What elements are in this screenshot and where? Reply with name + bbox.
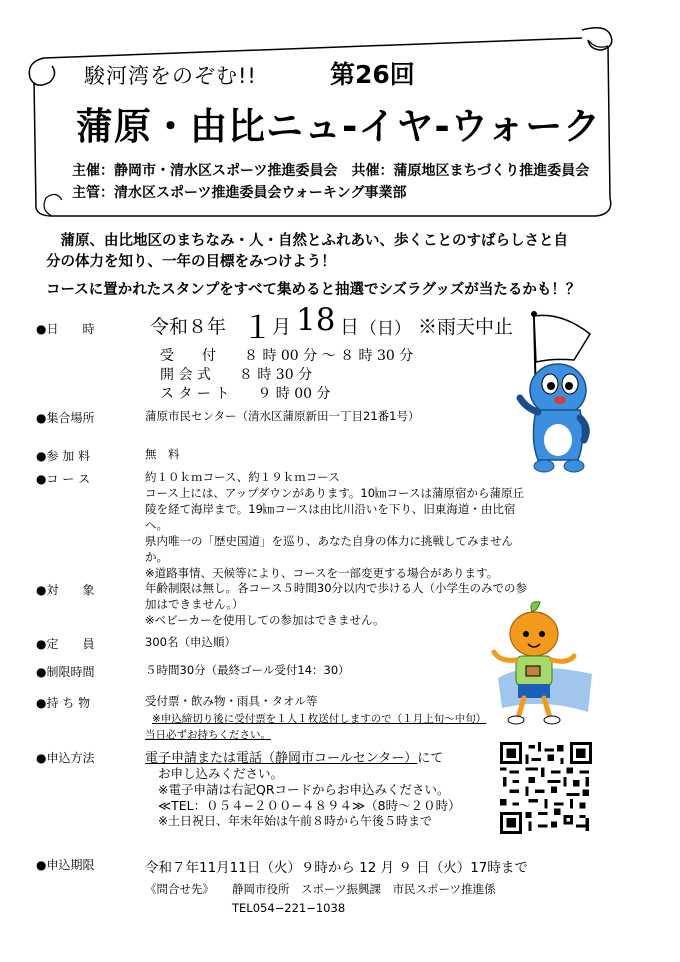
fee-label: ●参 加 料 (36, 449, 91, 463)
course-note: ※道路事情、天候等により、コースを一部変更する場合があります。 (145, 566, 499, 580)
target-line-2: 加はできません。） (145, 597, 244, 611)
mascot-flag-illustration (478, 300, 598, 482)
deadline-label: ●申込期限 (36, 858, 95, 872)
start-time: ス タ ー ト ９ 時 00 分 (160, 386, 331, 402)
items-value: 受付票・飲み物・雨具・タオル等 (145, 694, 318, 708)
target-label: ●対 象 (36, 583, 95, 597)
time-limit-value: ５時間30分（最終ゴール受付14：30） (145, 663, 350, 677)
course-label: ●コ ー ス (36, 472, 91, 486)
venue-label: ●集合場所 (36, 411, 95, 425)
manager-line: 主管：清水区スポーツ推進委員会ウォーキング事業部 (72, 185, 407, 201)
qr-code-icon[interactable] (500, 742, 592, 834)
apply-holiday-note: ※土日祝日、年末年始は午前８時から午後５時まで (158, 814, 433, 828)
apply-line-2: お申し込みください。 (158, 766, 284, 781)
rain-cancel-note: ※雨天中止 (418, 316, 514, 338)
contact-tel: TEL054−221−1038 (232, 901, 346, 915)
event-subtitle: 駿河湾をのぞむ!! (84, 64, 257, 88)
target-line-1: 年齢制限は無し。各コース５時間30分以内で歩ける人（小学生のみでの参 (145, 581, 528, 595)
capacity-value: 300名（申込順） (145, 635, 236, 649)
event-title: 蒲原・由比ニュ-イヤ-ウォーク (76, 105, 602, 148)
date-day-unit: 日 (340, 316, 360, 338)
intro-line-2: 分の体力を知り、一年の目標をみつけよう！ (46, 254, 336, 270)
date-month: １ (242, 310, 273, 346)
course-line-6: か。 (145, 550, 168, 564)
capacity-label: ●定 員 (36, 637, 95, 651)
apply-label: ●申込方法 (36, 751, 95, 765)
contact-label: 《問合せ先》 (145, 882, 214, 896)
date-day: 18 (296, 302, 336, 338)
organizer-line: 主催：静岡市・清水区スポーツ推進委員会 共催：蒲原地区まちづくり推進委員会 (72, 163, 590, 179)
reception-time: 受 付 ８ 時 00 分 〜 ８ 時 30 分 (160, 348, 414, 364)
items-label: ●持 ち 物 (36, 696, 91, 710)
date-month-unit: 月 (272, 316, 292, 338)
items-note-2: 当日必ずお持ちください。 (145, 729, 271, 741)
apply-qr-note: ※電子申請は右記QRコードからお申込みください。 (158, 782, 450, 797)
orange-mascot-illustration (488, 600, 600, 728)
date-label: ●日 時 (36, 322, 95, 336)
course-line-4: へ。 (145, 518, 168, 532)
course-line-2: コース上には、アップダウンがあります。10㎞コースは蒲原宿から蒲原丘 (145, 486, 524, 500)
stamp-rally-note: コースに置かれたスタンプをすべて集めると抽選でシズラグッズが当たるかも！？ (46, 282, 581, 298)
target-note: ※ベビーカーを使用しての参加はできません。 (145, 613, 385, 627)
apply-method-link[interactable]: 電子申請または電話（静岡市コールセンター） (145, 751, 418, 766)
date-weekday: （日） (360, 319, 411, 339)
course-line-3: 陵を経て海岸まで。19㎞コースは由比川沿いを下り、旧東海道・由比宿 (145, 502, 516, 516)
ceremony-time: 開 会 式 ８ 時 30 分 (160, 367, 313, 383)
intro-line-1: 蒲原、由比地区のまちなみ・人・自然とふれあい、歩くことのすばらしさと自 (46, 233, 568, 249)
apply-tel: ≪TEL：０５４−２００−４８９４≫（8時〜２０時） (158, 798, 461, 813)
venue-value: 蒲原市民センター（清水区蒲原新田一丁目21番1号） (145, 409, 420, 423)
fee-value: 無 料 (145, 447, 180, 461)
event-edition: 第26回 (330, 60, 415, 89)
time-limit-label: ●制限時間 (36, 665, 95, 679)
contact-value: 静岡市役所 スポーツ振興課 市民スポーツ推進係 (232, 882, 496, 896)
apply-method-suffix: にて (417, 751, 444, 766)
course-line-5: 県内唯一の「歴史国道」を巡り、あなた自身の体力に挑戦してみません (145, 534, 513, 548)
deadline-value: 令和７年11月11日（火）９時から 12 月 ９ 日（火）17時まで (145, 860, 528, 876)
course-line-1: 約１０ｋｍコース、約１９ｋｍコース (145, 470, 340, 484)
date-era: 令和８年 (150, 316, 227, 338)
items-note-1: ※申込締切り後に受付票を１人１枚送付しますので（１月上旬〜中旬） (152, 713, 487, 725)
